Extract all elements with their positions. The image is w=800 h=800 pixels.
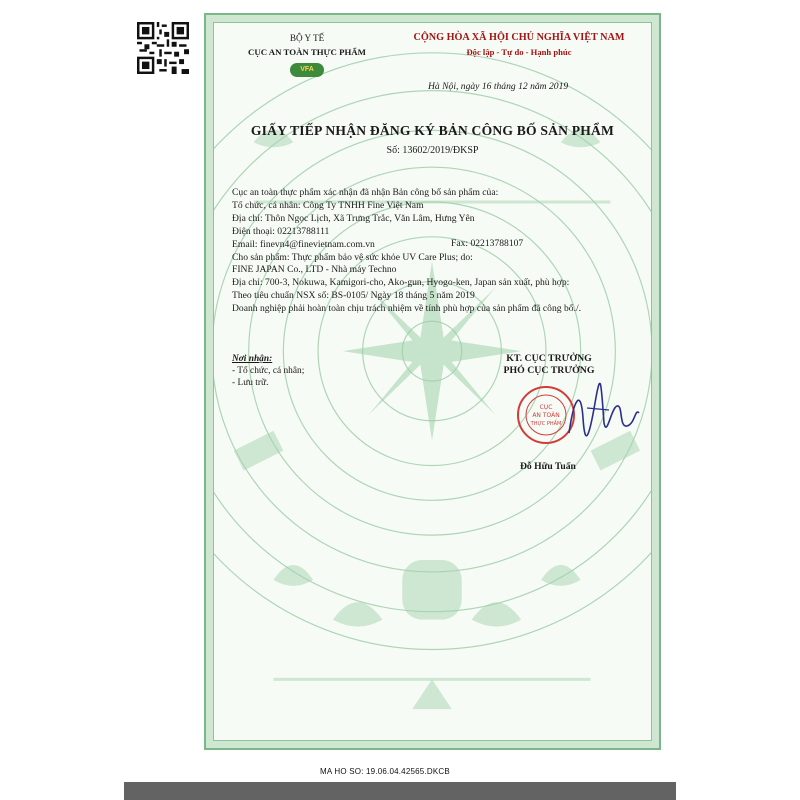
body-email: Email: finevn4@finevietnam.com.vn xyxy=(232,238,375,250)
body-address: Địa chỉ: Thôn Ngọc Lịch, Xã Trưng Trắc, Văn Lâm, Hưng Yên xyxy=(232,212,475,224)
document-number: Số: 13602/2019/ĐKSP xyxy=(386,145,479,156)
country-name: CỘNG HÒA XÃ HỘI CHỦ NGHĨA VIỆT NAM xyxy=(413,32,625,43)
body-product: Cho sản phẩm: Thực phẩm bảo vệ sức khỏe UV Care Plus; do: xyxy=(232,251,473,263)
body-organization: Tổ chức, cá nhân: Công Ty TNHH Fine Việt Nam xyxy=(232,199,424,211)
body-intro: Cục an toàn thực phẩm xác nhận đã nhận Bản công bố sản phẩm của: xyxy=(232,187,499,198)
document-title: GIẤY TIẾP NHẬN ĐĂNG KÝ BẢN CÔNG BỐ SẢN PHẨM xyxy=(250,123,615,138)
certificate-inner xyxy=(213,22,652,741)
national-header xyxy=(394,31,644,59)
signature-block xyxy=(454,353,644,377)
ministry-name: BỘ Y TẾ xyxy=(289,33,325,43)
issue-date: Hà Nội, ngày 16 tháng 12 năm 2019 xyxy=(428,81,569,92)
recipient-item: - Tổ chức, cá nhân; xyxy=(232,366,305,376)
handwritten-signature xyxy=(549,378,652,448)
signature-title-2: PHÓ CỤC TRƯỞNG xyxy=(503,365,595,376)
body-responsibility: Doanh nghiệp phải hoàn toàn chịu trách nhiệm về tính phù hợp của sản phẩm đã công bố./. xyxy=(232,303,582,315)
dossier-code: MA HO SO: 19.06.04.42565.DKCB xyxy=(320,767,450,776)
qr-code xyxy=(137,22,189,74)
seal-text: CỤC xyxy=(539,404,553,411)
agency-name: CỤC AN TOÀN THỰC PHẨM xyxy=(248,47,366,57)
seal-text: THỰC PHẨM xyxy=(530,421,562,427)
certificate-document xyxy=(204,13,661,750)
body-fax: Fax: 02213788107 xyxy=(451,238,524,249)
signer-name: Đỗ Hữu Tuấn xyxy=(520,461,576,472)
agency-header xyxy=(232,31,382,59)
recipients-heading: Nơi nhận: xyxy=(232,354,273,364)
seal-text: AN TOÀN xyxy=(532,412,560,419)
signature-title-1: KT. CỤC TRƯỞNG xyxy=(506,353,592,364)
body-standard: Theo tiêu chuẩn NSX số: BS-0105/ Ngày 18 tháng 5 năm 2019 xyxy=(232,290,475,302)
bottom-bar xyxy=(124,782,676,800)
recipients xyxy=(232,353,304,389)
body-mfr-address: Địa chỉ: 700-3, Nokuwa, Kamigori-cho, Ako-gun, Hyogo-ken, Japan sản xuất, phù hợp: xyxy=(232,277,570,289)
document-body xyxy=(232,187,581,316)
national-motto: Độc lập - Tự do - Hạnh phúc xyxy=(466,47,572,57)
recipient-item: - Lưu trữ. xyxy=(232,378,269,388)
vfa-logo: VFA xyxy=(290,63,324,77)
body-phone: Điện thoại: 02213788111 xyxy=(232,225,330,237)
body-manufacturer: FINE JAPAN Co., LTD - Nhà máy Techno xyxy=(232,264,397,276)
